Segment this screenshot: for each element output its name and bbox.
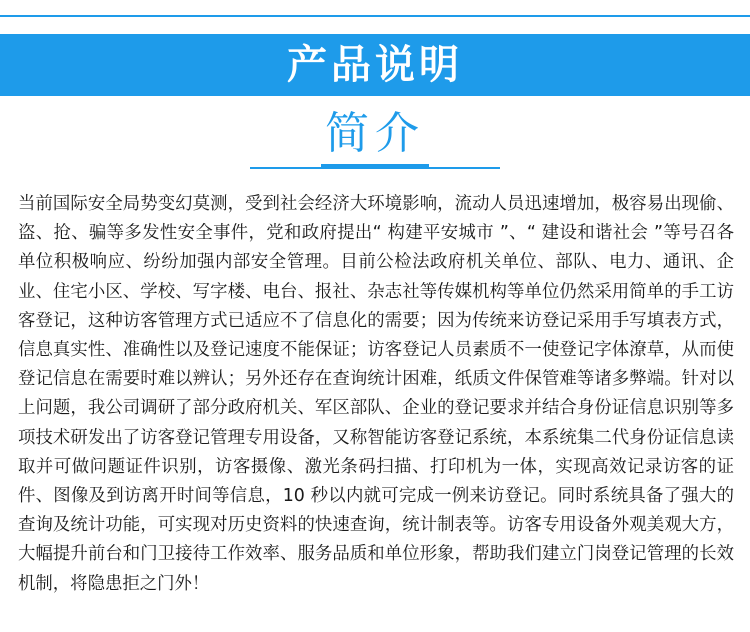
intro-paragraph: 当前国际安全局势变幻莫测，受到社会经济大环境影响，流动人员迅速增加，极容易出现偷、盗、抢、骗等多发性安全事件，党和政府提出“ 构建平安城市 ”、“ 建设和谐社会 ”等号召各单位积极响应、纷纷加强内部安全管理。目前公检法政府机关单位、部队、电力、通讯、企业、住宅小区、学校、写字楼、电台、报社、杂志社等传媒机构等单位仍然采用简单的手工访客登记，这种访客管理方式已适应不了信息化的需要；因为传统来访登记采用手写填表方式，信息真实性、准确性以及登记速度不能保证；访客登记人员素质不一使登记字体潦草，从而使登记信息在需要时难以辨认；另外还存在查询统计困难，纸质文件保管难等诸多弊端。针对以上问题，我公司调研了部分政府机关、军区部队、企业的登记要求并结合身份证信息识别等多项技术研发出了访客登记管理专用设备，又称智能访客登记系统，本系统集二代身份证信息读取并可做问题证件识别，访客摄像、激光条码扫描、打印机为一体，实现高效记录访客的证件、图像及到访离开时间等信息，10 秒以内就可完成一例来访登记。同时系统具备了强大的查询及统计功能，可实现对历史资料的快速查询，统计制表等。访客专用设备外观美观大方，大幅提升前台和门卫接待工作效率、服务品质和单位形象，帮助我们建立门岗登记管理的长效机制，将隐患拒之门外！ [18, 194, 734, 594]
top-accent-line [0, 15, 750, 17]
section-title: 简介 [321, 104, 429, 167]
section-heading [0, 104, 750, 172]
heading-divider [250, 167, 500, 169]
banner-title: 产品说明 [287, 42, 463, 88]
product-banner [0, 34, 750, 96]
